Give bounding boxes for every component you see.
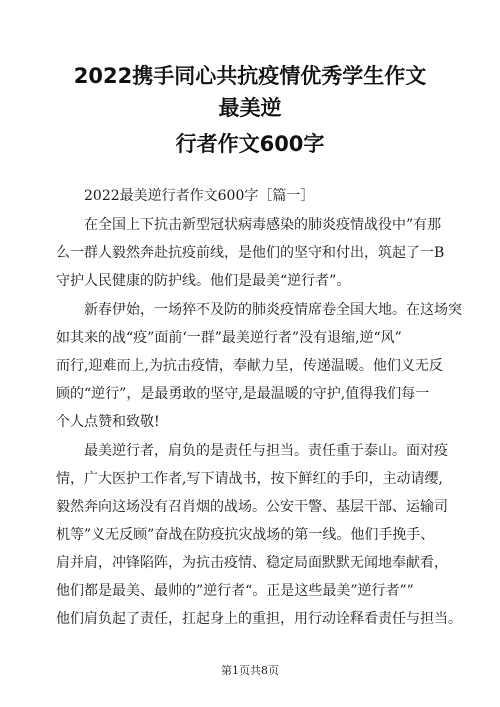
- paragraph-3-line-4: 机等”义无反顾”奋战在防疫抗灾战场的第一线。他们手挽手、: [56, 527, 435, 543]
- paragraph-2-line-1: 新春伊始，一场猝不及防的肺炎疫情席卷全国大地。在这场突: [84, 302, 462, 318]
- paragraph-1-line-3: 守护人民健康的防护线。他们是最美“逆行者”。: [56, 273, 351, 289]
- paragraph-3-line-6: 他们都是最美、最帅的”逆行者“。正是这些最美”逆行者””: [56, 583, 414, 599]
- paragraph-2-line-4: 顾的“逆行”，是最勇敢的坚守,是最温暖的守护,值得我们每一: [56, 386, 430, 402]
- paragraph-3-line-5: 肩并肩，冲锋陷阵，为抗击疫情、稳定局面默默无闻地奉献看，: [56, 555, 448, 571]
- document-title-line-3: 行者作文600字: [175, 132, 325, 156]
- paragraph-2-line-5: 个人点赞和致敬!: [56, 414, 160, 430]
- paragraph-2-line-3: 而行,迎难而上,为抗击疫情，奉献力呈，传递温暖。他们义无反: [56, 358, 443, 374]
- paragraph-1-line-1: 在全国上下抗击新型冠状病毒感染的肺炎疫情战役中”有那: [84, 217, 442, 233]
- paragraph-3-line-2: 情，广大医护工作者,写下请战书，按下鲜红的手印，主动请缨,: [56, 471, 443, 487]
- document-title-line-1: 2022携手同心共抗疫情优秀学生作文: [73, 64, 427, 88]
- page-footer: 第1页共8页: [221, 664, 279, 677]
- document-title-line-2: 最美逆: [218, 96, 282, 120]
- section-heading: 2022最美逆行者作文600字［篇一］: [84, 188, 315, 204]
- paragraph-3-line-3: 毅然奔向这场没有召肖烟的战场。公安干警、基层干部、运输司: [56, 499, 448, 515]
- paragraph-1-line-2: 么一群人毅然奔赴抗疫前线，是他们的坚守和付出，筑起了一B: [56, 245, 445, 261]
- paragraph-3-line-7: 他们肩负起了责任，扛起身上的重担，用行动诠释看责任与担当。: [56, 611, 462, 627]
- paragraph-3-line-1: 最美逆行者，肩负的是责任与担当。责任重于泰山。面对疫: [84, 443, 448, 459]
- paragraph-2-line-2: 如其来的战“疫”面前‘一群”最美逆行者”没有退缩,逆“风”: [56, 330, 402, 346]
